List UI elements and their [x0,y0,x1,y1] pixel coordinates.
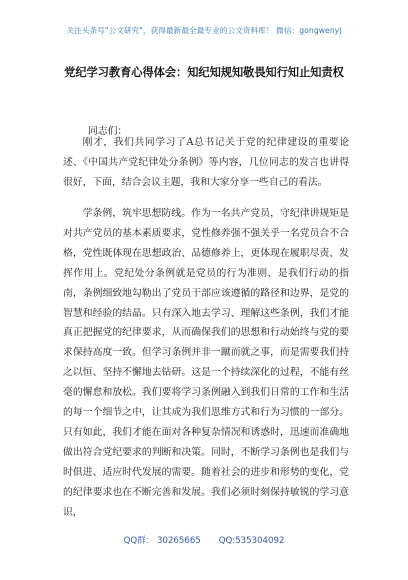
footer-qq-group: QQ群： 30265665 [123,536,201,546]
footer-contact [0,534,408,546]
paragraph-study-regulations: 学条例，筑牢思想防线。作为一名共产党员，守纪律讲规矩是对共产党员的基本素质要求，党性修养强不强关乎一名党员合不合格，党性既体现在思想政治、品德修养上，更体现在履职尽责、发挥作用上。党纪处分条例就是党员的行为准则，是我们行动的指南，条例细致地勾勒出了党员干部应该遵循的路径和边界，是党的智慧和经验的结晶。只有深入地去学习、理解这些条例，我们才能真正把握党的纪律要求，从而确保我们的思想和行动始终与党的要求保持高度一致。但学习条例并非一蹴而就之事，而是需要我们持之以恒、坚持不懈地去钻研。这是一个持续深化的过程，不能有丝毫的懈怠和放松。我们要将学习条例融入到我们日常的工作和生活的每一个细节之中，让其成为我们思维方式和行为习惯的一部分。只有如此，我们才能在面对各种复杂情况和诱惑时，迅速而准确地做出符合党纪要求的判断和决策。同时，不断学习条例也是我们与时俱进、适应时代发展的需要。随着社会的进步和形势的变化，党的纪律要求也在不断完善和发展。我们必须时刻保持敏锐的学习意识， [63,208,349,518]
paragraph-intro: 刚才，我们共同学习了A总书记关于党的纪律建设的重要论述、《中国共产党纪律处分条例》等内容，几位同志的发言也讲得很好，下面，结合会议主题，我和大家分享一些自己的看法。 [63,137,349,188]
salutation: 同志们： [88,126,128,137]
footer-qq-number: QQ:535304092 [218,536,285,546]
header-promo-note: 关注头条号"公文研究"，获得最新最全最专业的公文资料库！ 微信：gongwenyj [66,26,342,35]
page-title: 党纪学习教育心得体会：知纪知规知敬畏知行知止知责权 [64,66,344,79]
